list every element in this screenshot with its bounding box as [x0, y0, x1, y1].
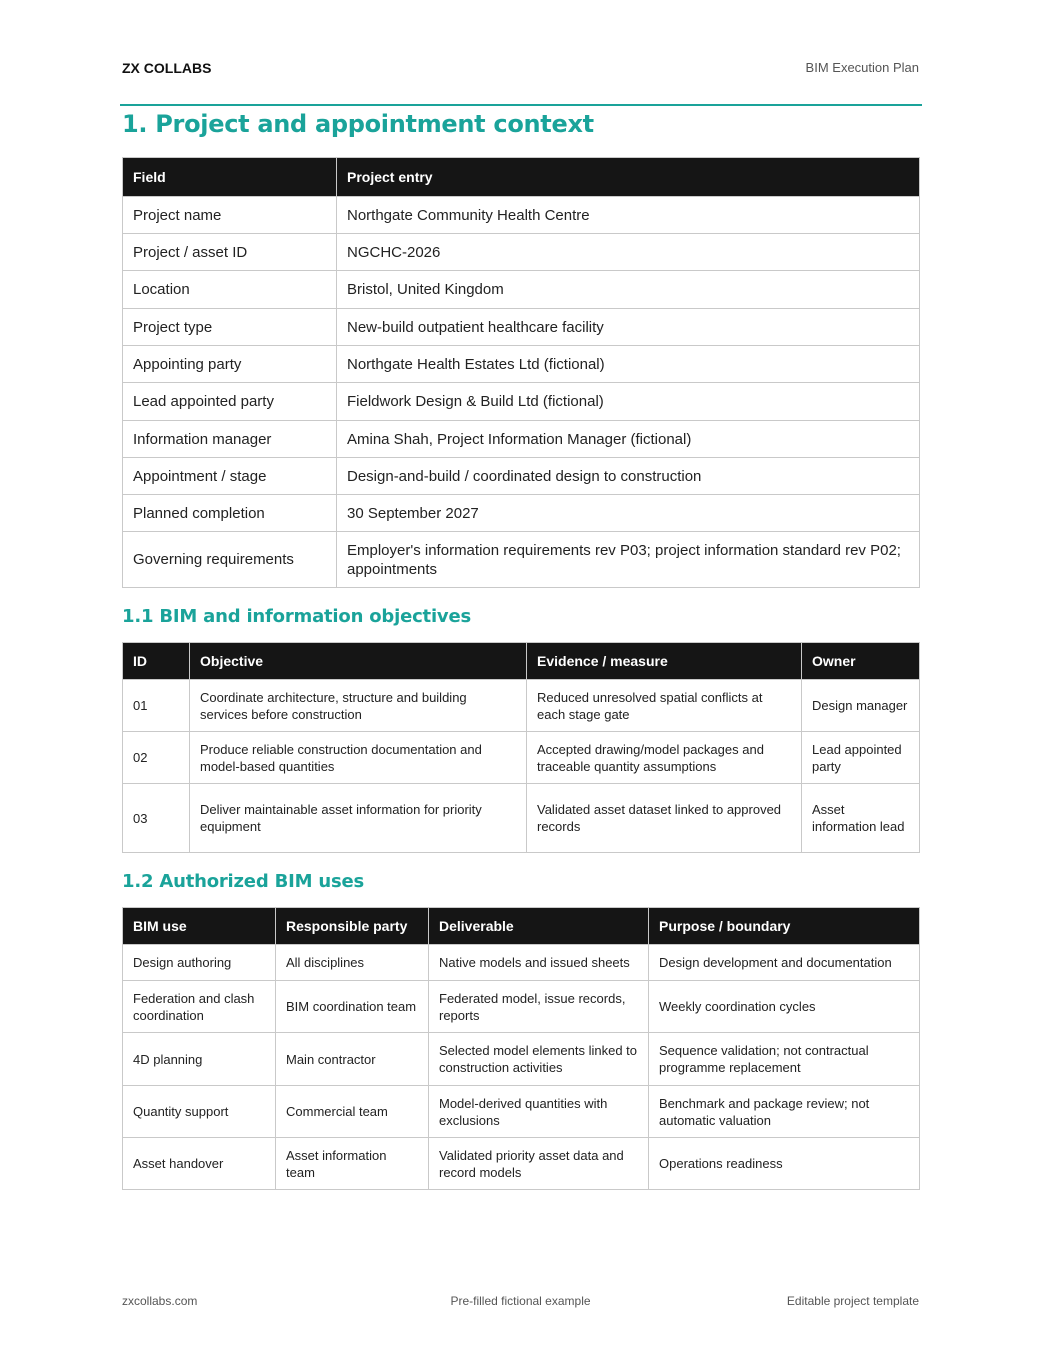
entry-cell: Design-and-build / coordinated design to construction — [337, 458, 920, 495]
project-context-table — [122, 157, 920, 588]
deliverable-cell: Selected model elements linked to construction activities — [429, 1033, 649, 1086]
entry-cell: NGCHC-2026 — [337, 234, 920, 271]
table-row — [123, 1086, 920, 1138]
evidence-cell: Validated asset dataset linked to approved records — [527, 784, 802, 853]
document-title: BIM Execution Plan — [805, 60, 919, 75]
bim-use-cell: 4D planning — [123, 1033, 276, 1086]
deliverable-cell: Federated model, issue records, reports — [429, 981, 649, 1033]
table-row — [123, 532, 920, 588]
bim-use-cell: Federation and clash coordination — [123, 981, 276, 1033]
table-row — [123, 784, 920, 853]
owner-cell: Asset information lead — [802, 784, 920, 853]
footer-template-label: Editable project template — [786, 1294, 919, 1308]
objectives-table — [122, 642, 920, 853]
field-cell: Information manager — [123, 421, 337, 458]
entry-cell: Bristol, United Kingdom — [337, 271, 920, 309]
entry-cell: Fieldwork Design & Build Ltd (fictional) — [337, 383, 920, 421]
owner-cell: Lead appointed party — [802, 732, 920, 784]
bim-use-cell: Asset handover — [123, 1138, 276, 1190]
table-row — [123, 346, 920, 383]
field-cell: Lead appointed party — [123, 383, 337, 421]
table-row — [123, 945, 920, 981]
purpose-cell: Benchmark and package review; not automatic valuation — [649, 1086, 920, 1138]
entry-cell: 30 September 2027 — [337, 495, 920, 532]
deliverable-cell: Model-derived quantities with exclusions — [429, 1086, 649, 1138]
page-header — [122, 60, 919, 80]
table-row — [123, 309, 920, 346]
bim-uses-table — [122, 907, 920, 1190]
table-header-row — [123, 908, 920, 945]
column-header: Purpose / boundary — [649, 908, 920, 945]
field-cell: Appointment / stage — [123, 458, 337, 495]
footer-website: zxcollabs.com — [122, 1294, 198, 1308]
owner-cell: Design manager — [802, 680, 920, 732]
evidence-cell: Accepted drawing/model packages and traceable quantity assumptions — [527, 732, 802, 784]
table-row — [123, 1033, 920, 1086]
column-header: Field — [123, 158, 337, 197]
field-cell: Project name — [123, 197, 337, 234]
column-header: Objective — [190, 643, 527, 680]
table-row — [123, 197, 920, 234]
subsection-title: 1.1 BIM and information objectives — [122, 606, 471, 627]
responsible-cell: All disciplines — [276, 945, 429, 981]
field-cell: Planned completion — [123, 495, 337, 532]
responsible-cell: BIM coordination team — [276, 981, 429, 1033]
entry-cell: Northgate Community Health Centre — [337, 197, 920, 234]
table-header-row — [123, 158, 920, 197]
table-row — [123, 271, 920, 309]
column-header: Evidence / measure — [527, 643, 802, 680]
entry-cell: Amina Shah, Project Information Manager (fictional) — [337, 421, 920, 458]
field-cell: Governing requirements — [123, 532, 337, 588]
field-cell: Location — [123, 271, 337, 309]
responsible-cell: Asset information team — [276, 1138, 429, 1190]
id-cell: 02 — [123, 732, 190, 784]
purpose-cell: Weekly coordination cycles — [649, 981, 920, 1033]
table-row — [123, 981, 920, 1033]
objective-cell: Produce reliable construction documentation and model-based quantities — [190, 732, 527, 784]
page-footer — [122, 1294, 919, 1310]
deliverable-cell: Native models and issued sheets — [429, 945, 649, 981]
responsible-cell: Main contractor — [276, 1033, 429, 1086]
deliverable-cell: Validated priority asset data and record models — [429, 1138, 649, 1190]
id-cell: 03 — [123, 784, 190, 853]
entry-cell: Northgate Health Estates Ltd (fictional) — [337, 346, 920, 383]
table-row — [123, 383, 920, 421]
table-header-row — [123, 643, 920, 680]
footer-note: Pre-filled fictional example — [450, 1294, 591, 1308]
entry-cell: New-build outpatient healthcare facility — [337, 309, 920, 346]
table-row — [123, 1138, 920, 1190]
responsible-cell: Commercial team — [276, 1086, 429, 1138]
table-row — [123, 495, 920, 532]
table-row — [123, 234, 920, 271]
brand-name: ZX COLLABS — [122, 60, 212, 76]
column-header: ID — [123, 643, 190, 680]
column-header: BIM use — [123, 908, 276, 945]
table-row — [123, 458, 920, 495]
column-header: Responsible party — [276, 908, 429, 945]
bim-use-cell: Quantity support — [123, 1086, 276, 1138]
entry-cell: Employer's information requirements rev P03; project information standard rev P02; appointments — [337, 532, 920, 588]
table-row — [123, 421, 920, 458]
field-cell: Appointing party — [123, 346, 337, 383]
table-row — [123, 680, 920, 732]
objective-cell: Coordinate architecture, structure and building services before construction — [190, 680, 527, 732]
column-header: Deliverable — [429, 908, 649, 945]
bim-use-cell: Design authoring — [123, 945, 276, 981]
field-cell: Project / asset ID — [123, 234, 337, 271]
field-cell: Project type — [123, 309, 337, 346]
subsection-title: 1.2 Authorized BIM uses — [122, 871, 365, 892]
column-header: Project entry — [337, 158, 920, 197]
header-rule — [120, 104, 922, 106]
table-row — [123, 732, 920, 784]
evidence-cell: Reduced unresolved spatial conflicts at each stage gate — [527, 680, 802, 732]
id-cell: 01 — [123, 680, 190, 732]
objective-cell: Deliver maintainable asset information for priority equipment — [190, 784, 527, 853]
purpose-cell: Operations readiness — [649, 1138, 920, 1190]
column-header: Owner — [802, 643, 920, 680]
purpose-cell: Sequence validation; not contractual programme replacement — [649, 1033, 920, 1086]
purpose-cell: Design development and documentation — [649, 945, 920, 981]
section-title: 1. Project and appointment context — [122, 110, 594, 138]
